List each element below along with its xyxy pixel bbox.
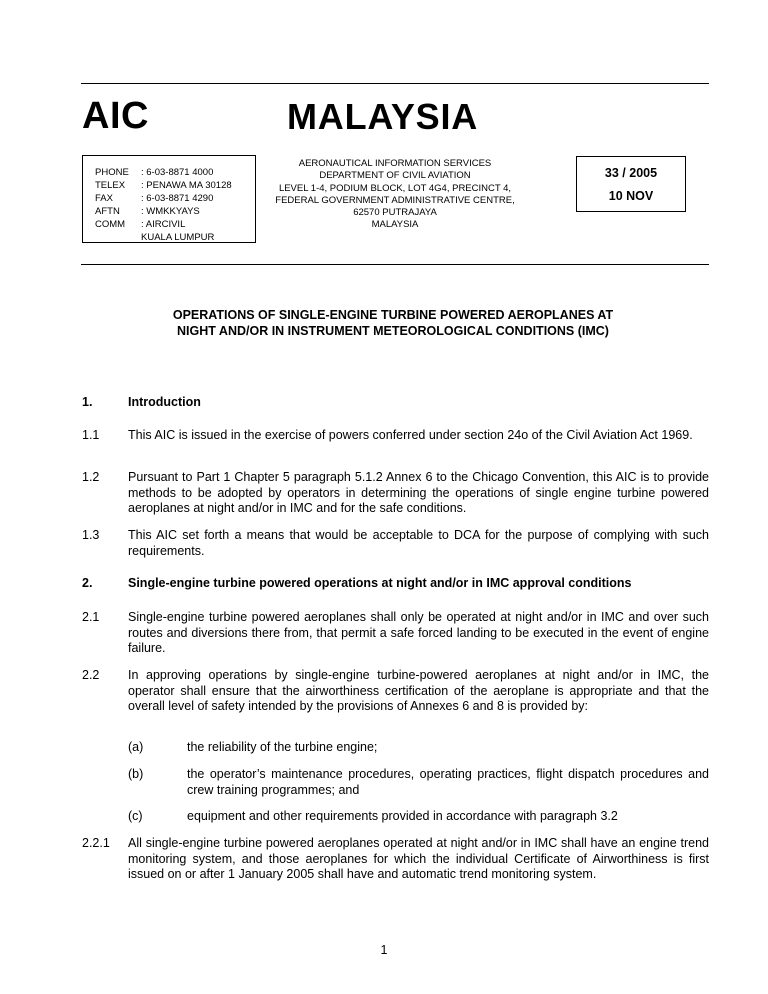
contact-comm: COMM : AIRCIVIL <box>95 219 186 230</box>
para-2-1-number: 2.1 <box>82 610 100 624</box>
contact-phone: PHONE : 6-03-8871 4000 <box>95 167 214 178</box>
agency-address: AERONAUTICAL INFORMATION SERVICES DEPARTMENT OF CIVIL AVIATION LEVEL 1-4, PODIUM BLOCK, LOT 4G4, PRECINCT 4, FEDERAL GOVERNMENT ADMINISTRATIVE CENTRE, 62570 PUTRAJAYA MALAYSIA <box>275 158 515 231</box>
para-2-2-number: 2.2 <box>82 668 100 682</box>
para-2-2-1-number: 2.2.1 <box>82 836 110 850</box>
para-1-1-text: This AIC is issued in the exercise of powers conferred under section 24o of the Civil Aviation Act 1969. <box>128 428 693 442</box>
list-item-c-text: equipment and other requirements provided in accordance with paragraph 3.2 <box>187 809 618 823</box>
list-item-c-label: (c) <box>128 809 143 823</box>
contact-aftn: AFTN : WMKKYAYS <box>95 206 200 217</box>
para-1-1-number: 1.1 <box>82 428 100 442</box>
list-item-a-label: (a) <box>128 740 144 754</box>
document-title: OPERATIONS OF SINGLE-ENGINE TURBINE POWERED AEROPLANES AT NIGHT AND/OR IN INSTRUMENT METEOROLOGICAL CONDITIONS (IMC) <box>172 308 614 338</box>
contact-telex: TELEX : PENAWA MA 30128 <box>95 180 232 191</box>
header-top-rule <box>81 83 709 84</box>
section-2-heading: Single-engine turbine powered operations at night and/or in IMC approval conditions <box>128 576 632 590</box>
para-1-2-text: Pursuant to Part 1 Chapter 5 paragraph 5.1.2 Annex 6 to the Chicago Convention, this AIC is to provide methods to be adopted by operators in determining the operations of single engine turbine powered aeroplanes at night and/or in IMC and for the safe conditions. <box>128 470 709 515</box>
list-item-a-text: the reliability of the turbine engine; <box>187 740 378 754</box>
contact-fax: FAX : 6-03-8871 4290 <box>95 193 214 204</box>
para-2-1-text: Single-engine turbine powered aeroplanes shall only be operated at night and/or in IMC and over such routes and diversions there from, that permit a safe forced landing to be executed in the event of engine failure. <box>128 610 709 655</box>
para-1-3-text: This AIC set forth a means that would be acceptable to DCA for the purpose of complying with such requirements. <box>128 528 709 558</box>
para-2-2-1-text: All single-engine turbine powered aeroplanes operated at night and/or in IMC shall have an engine trend monitoring system, and those aeroplanes for which the individual Certificate of Airworthiness is first issued on or after 1 January 2005 shall have and automatic trend monitoring system. <box>128 836 709 881</box>
list-item-b-label: (b) <box>128 767 144 781</box>
para-2-2-text: In approving operations by single-engine turbine-powered aeroplanes at night and/or in IMC, the operator shall ensure that the airworthiness certification of the aeroplane is appropriate and that the overall level of safety intended by the provisions of Annexes 6 and 8 is provided by: <box>128 668 709 713</box>
aic-label: AIC <box>82 95 149 137</box>
section-1-heading: Introduction <box>128 395 201 409</box>
contact-info-box <box>82 155 256 243</box>
aic-date: 10 NOV <box>608 189 654 203</box>
para-1-3-number: 1.3 <box>82 528 100 542</box>
country-title: MALAYSIA <box>287 96 479 137</box>
contact-city: KUALA LUMPUR <box>141 232 215 243</box>
list-item-b-text: the operator’s maintenance procedures, operating practices, flight dispatch procedures and crew training programmes; and <box>187 767 709 797</box>
section-2-number: 2. <box>82 576 93 590</box>
page-number: 1 <box>380 943 388 957</box>
aic-number: 33 / 2005 <box>604 166 658 180</box>
aic-reference-box <box>576 156 686 212</box>
section-1-number: 1. <box>82 395 93 409</box>
para-1-2-number: 1.2 <box>82 470 100 484</box>
header-bottom-rule <box>81 264 709 265</box>
